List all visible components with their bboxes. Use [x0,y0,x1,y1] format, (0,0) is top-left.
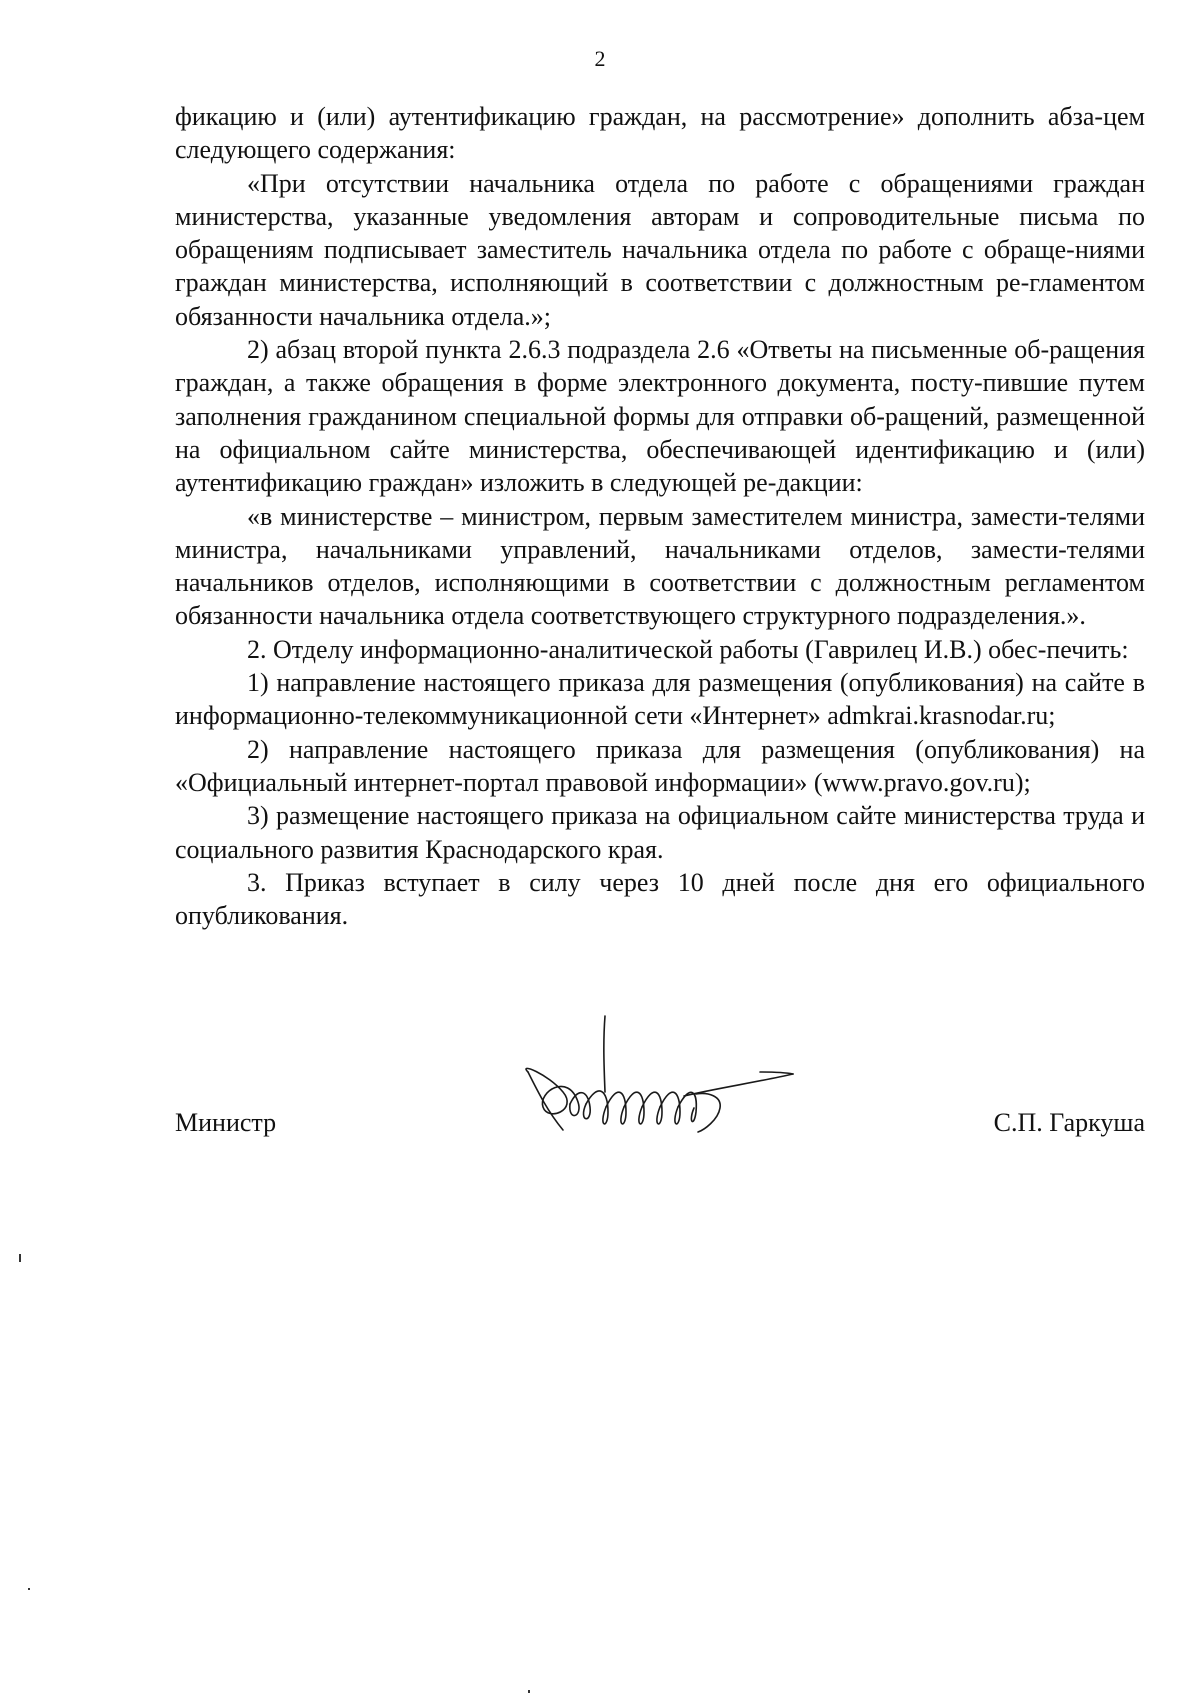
paragraph-item-2: 2) абзац второй пункта 2.6.3 подраздела 2.6 «Ответы на письменные об-ращения граждан, а также обращения в форме электронного документа, посту-пившие путем заполнения гражданином специальной формы для отправки об-ращений, размещенной на официальном сайте министерства, обеспечивающей идентификацию и (или) аутентификацию граждан» изложить в следующей ре-дакции: [175,335,1145,498]
paragraph-subitem-1: 1) направление настоящего приказа для размещения (опубликования) на сайте в информационно-телекоммуникационной сети «Интернет» admkrai.krasnodar.ru; [175,668,1145,731]
paragraph-subitem-2: 2) направление настоящего приказа для размещения (опубликования) на «Официальный интернет-портал правовой информации» (www.pravo.gov.ru); [175,734,1145,797]
signature-block [175,1106,1145,1140]
paragraph-quoted-edition: «в министерстве – министром, первым заместителем министра, замести-телями министра, начальниками управлений, начальниками отделов, замести-телями начальников отделов, исполняющими в соответствии с должностным регламентом обязанности начальника отдела соответствующего структурного подразделения.». [175,501,1145,631]
signer-name: С.П. Гаркуша [993,1108,1145,1137]
paragraph-continuation: фикацию и (или) аутентификацию граждан, на рассмотрение» дополнить абза-цем следующего содержания: [175,102,1145,165]
document-body [175,100,1145,932]
paragraph-section-3: 3. Приказ вступает в силу через 10 дней после дня его официального опубликования. [175,867,1145,931]
scan-speck [19,1254,21,1262]
handwritten-signature [508,1012,828,1172]
page-number: 2 [594,46,606,71]
scan-speck [528,1690,530,1693]
paragraph-section-2: 2. Отделу информационно-аналитической работы (Гаврилец И.В.) обес-печить: [247,634,1129,664]
paragraph-subitem-3: 3) размещение настоящего приказа на официальном сайте министерства труда и социального развития Краснодарского края. [175,801,1145,864]
signer-position: Министр [175,1108,277,1137]
scan-speck [28,1588,30,1590]
paragraph-quoted-insert: «При отсутствии начальника отдела по работе с обращениями граждан министерства, указанные уведомления авторам и сопроводительные письма по обращениям подписывает заместитель начальника отдела по работе с обраще-ниями граждан министерства, исполняющий в соответствии с должностным ре-гламентом обязанности начальника отдела.»; [175,168,1145,331]
